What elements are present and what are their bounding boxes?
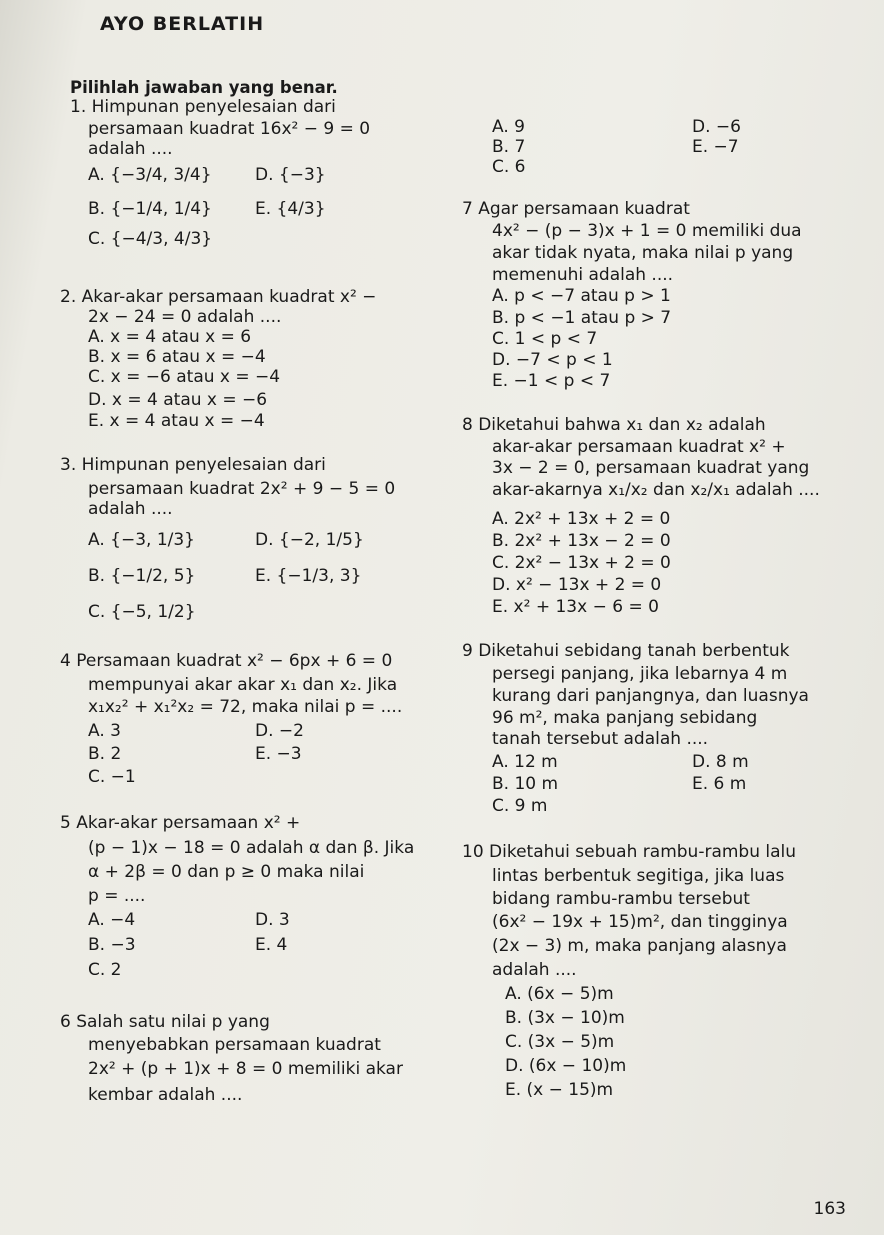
text-line: adalah .... [88, 499, 173, 519]
text-line: adalah .... [492, 960, 577, 980]
text-line: 3x − 2 = 0, persamaan kuadrat yang [492, 458, 810, 478]
text-line: C. {−4/3, 4/3} [88, 229, 213, 249]
text-line: A. 9 [492, 117, 525, 137]
text-line: B. 7 [492, 137, 526, 157]
text-line: B. −3 [88, 935, 136, 955]
page-number: 163 [813, 1199, 846, 1219]
section-title: AYO BERLATIH [100, 13, 265, 35]
text-line: C. (3x − 5)m [505, 1032, 615, 1052]
text-line: D. 8 m [692, 752, 749, 772]
text-line: C. x = −6 atau x = −4 [88, 367, 281, 387]
text-line: akar tidak nyata, maka nilai p yang [492, 243, 794, 263]
text-line: C. {−5, 1/2} [88, 602, 196, 622]
text-line: 2x − 24 = 0 adalah .... [88, 307, 282, 327]
text-line: 10 Diketahui sebuah rambu-rambu lalu [462, 842, 797, 862]
text-line: 6 Salah satu nilai p yang [60, 1012, 270, 1032]
text-line: A. 12 m [492, 752, 558, 772]
text-line: C. 2 [88, 960, 122, 980]
text-line: D. 3 [255, 910, 290, 930]
text-line: E. {4/3} [255, 199, 326, 219]
text-line: A. (6x − 5)m [505, 984, 614, 1004]
text-line: C. 1 < p < 7 [492, 329, 598, 349]
text-line: 5 Akar-akar persamaan x² + [60, 813, 301, 833]
text-line: 8 Diketahui bahwa x₁ dan x₂ adalah [462, 415, 766, 435]
text-line: B. 2 [88, 744, 122, 764]
text-line: memenuhi adalah .... [492, 265, 674, 285]
text-line: A. −4 [88, 910, 136, 930]
text-line: persamaan kuadrat 2x² + 9 − 5 = 0 [88, 479, 396, 499]
text-line: tanah tersebut adalah .... [492, 729, 709, 749]
text-line: A. {−3, 1/3} [88, 530, 195, 550]
text-line: A. {−3/4, 3/4} [88, 165, 212, 185]
text-line: B. x = 6 atau x = −4 [88, 347, 266, 367]
text-line: 2x² + (p + 1)x + 8 = 0 memiliki akar [88, 1059, 403, 1079]
text-line: D. {−3} [255, 165, 326, 185]
text-line: D. {−2, 1/5} [255, 530, 364, 550]
text-line: α + 2β = 0 dan p ≥ 0 maka nilai [88, 862, 365, 882]
text-line: E. −3 [255, 744, 302, 764]
text-line: B. {−1/2, 5} [88, 566, 196, 586]
text-line: persamaan kuadrat 16x² − 9 = 0 [88, 119, 371, 139]
text-line: (2x − 3) m, maka panjang alasnya [492, 936, 787, 956]
text-line: 4x² − (p − 3)x + 1 = 0 memiliki dua [492, 221, 802, 241]
text-line: x₁x₂² + x₁²x₂ = 72, maka nilai p = .... [88, 697, 403, 717]
text-line: D. x² − 13x + 2 = 0 [492, 575, 662, 595]
text-line: 3. Himpunan penyelesaian dari [60, 455, 326, 475]
text-line: E. −1 < p < 7 [492, 371, 611, 391]
text-line: A. 2x² + 13x + 2 = 0 [492, 509, 671, 529]
text-line: A. 3 [88, 721, 121, 741]
text-line: akar-akar persamaan kuadrat x² + [492, 437, 786, 457]
text-line: 9 Diketahui sebidang tanah berbentuk [462, 641, 790, 661]
text-line: C. 2x² − 13x + 2 = 0 [492, 553, 671, 573]
text-line: B. 2x² + 13x − 2 = 0 [492, 531, 671, 551]
text-line: 2. Akar-akar persamaan kuadrat x² − [60, 287, 377, 307]
text-line: C. 9 m [492, 796, 548, 816]
text-line: adalah .... [88, 139, 173, 159]
text-line: E. {−1/3, 3} [255, 566, 362, 586]
text-line: E. 6 m [692, 774, 747, 794]
text-line: menyebabkan persamaan kuadrat [88, 1035, 381, 1055]
text-line: C. −1 [88, 767, 136, 787]
text-line: 7 Agar persamaan kuadrat [462, 199, 690, 219]
text-line: C. 6 [492, 157, 526, 177]
text-line: A. p < −7 atau p > 1 [492, 286, 671, 306]
text-line: persegi panjang, jika lebarnya 4 m [492, 664, 788, 684]
instruction: Pilihlah jawaban yang benar. [70, 78, 338, 97]
text-line: mempunyai akar akar x₁ dan x₂. Jika [88, 675, 398, 695]
text-line: D. (6x − 10)m [505, 1056, 627, 1076]
text-line: (6x² − 19x + 15)m², dan tingginya [492, 912, 788, 932]
text-line: B. (3x − 10)m [505, 1008, 625, 1028]
text-line: A. x = 4 atau x = 6 [88, 327, 252, 347]
text-line: lintas berbentuk segitiga, jika luas [492, 866, 785, 886]
text-line: E. 4 [255, 935, 288, 955]
text-line: B. p < −1 atau p > 7 [492, 308, 672, 328]
text-line: B. 10 m [492, 774, 559, 794]
text-line: akar-akarnya x₁/x₂ dan x₂/x₁ adalah .... [492, 480, 820, 500]
text-line: 1. Himpunan penyelesaian dari [70, 97, 336, 117]
text-line: bidang rambu-rambu tersebut [492, 889, 750, 909]
text-line: p = .... [88, 886, 146, 906]
text-line: D. −2 [255, 721, 304, 741]
text-line: 96 m², maka panjang sebidang [492, 708, 758, 728]
text-line: E. x² + 13x − 6 = 0 [492, 597, 659, 617]
text-line: kurang dari panjangnya, dan luasnya [492, 686, 809, 706]
text-line: B. {−1/4, 1/4} [88, 199, 212, 219]
text-line: D. x = 4 atau x = −6 [88, 390, 268, 410]
text-line: D. −7 < p < 1 [492, 350, 613, 370]
text-line: E. x = 4 atau x = −4 [88, 411, 265, 431]
text-line: E. −7 [692, 137, 739, 157]
text-line: (p − 1)x − 18 = 0 adalah α dan β. Jika [88, 838, 415, 858]
text-line: 4 Persamaan kuadrat x² − 6px + 6 = 0 [60, 651, 393, 671]
text-line: kembar adalah .... [88, 1085, 243, 1105]
text-line: D. −6 [692, 117, 741, 137]
text-line: E. (x − 15)m [505, 1080, 614, 1100]
